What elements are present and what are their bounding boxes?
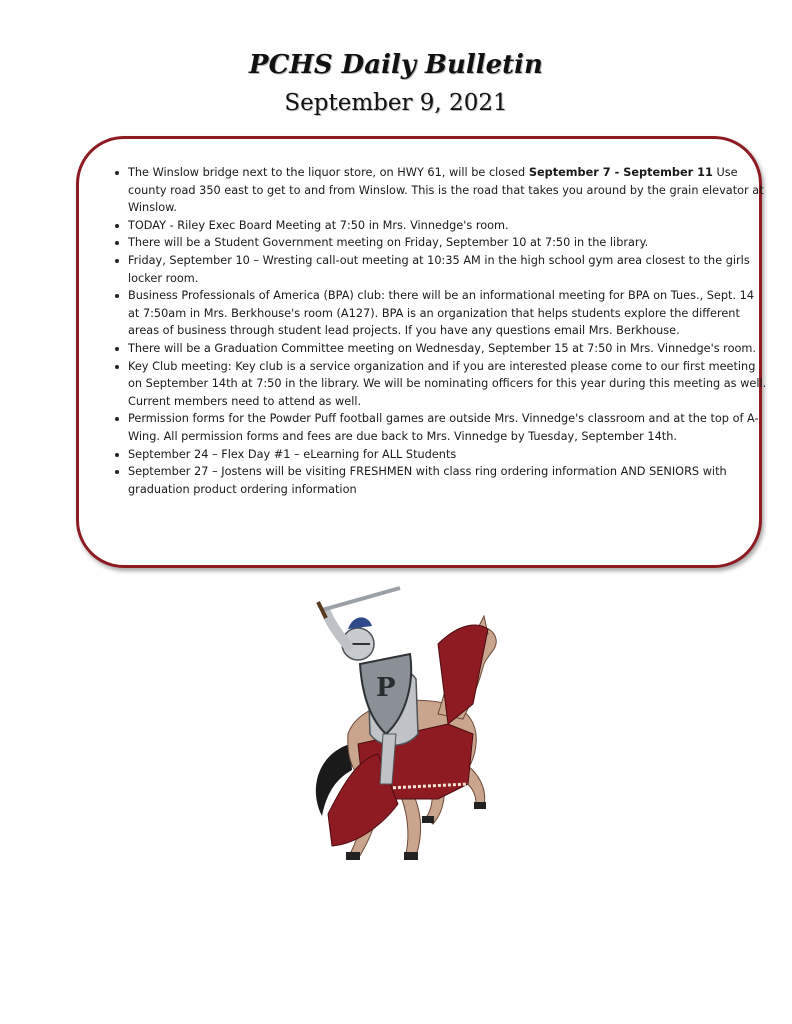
announcement-item: TODAY - Riley Exec Board Meeting at 7:50 in Mrs. Vinnedge's room. [128,217,768,235]
announcement-item: Friday, September 10 – Wresting call-out meeting at 10:35 AM in the high school gym area closest to the girls locker room. [128,252,768,287]
bulletin-date: September 9, 2021 [284,90,508,116]
announcement-item: September 27 – Jostens will be visiting FRESHMEN with class ring ordering information AND SENIORS with graduation product ordering information [128,463,768,498]
announcements-list [110,164,768,498]
bulletin-title: PCHS Daily Bulletin [249,50,543,80]
svg-text:P: P [376,673,396,703]
announcement-item: Key Club meeting: Key club is a service organization and if you are interested please come to our first meeting on September 14th at 7:50 in the library. We will be nominating officers for this year during this meeting as well. Current members need to attend as well. [128,358,768,411]
announcement-item: There will be a Student Government meeting on Friday, September 10 at 7:50 in the library. [128,234,768,252]
announcement-item: There will be a Graduation Committee meeting on Wednesday, September 15 at 7:50 in Mrs. Vinnedge's room. [128,340,768,358]
announcement-item: September 24 – Flex Day #1 – eLearning for ALL Students [128,446,768,464]
knight-mascot-illustration [288,584,508,884]
announcement-item: Permission forms for the Powder Puff football games are outside Mrs. Vinnedge's classroom and at the top of A-Wing. All permission forms and fees are due back to Mrs. Vinnedge by Tuesday, September 14th. [128,410,768,445]
knight-on-horse-icon [288,584,508,884]
announcement-item: Business Professionals of America (BPA) club: there will be an informational meeting for BPA on Tues., Sept. 14 at 7:50am in Mrs. Berkhouse's room (A127). BPA is an organization that helps students explore the different areas of business through student lead projects. If you have any questions email Mrs. Berkhouse. [128,287,768,340]
announcement-item: The Winslow bridge next to the liquor store, on HWY 61, will be closed September 7 - September 11 Use county road 350 east to get to and from Winslow. This is the road that takes you around by the grain elevator at Winslow. [128,164,768,217]
